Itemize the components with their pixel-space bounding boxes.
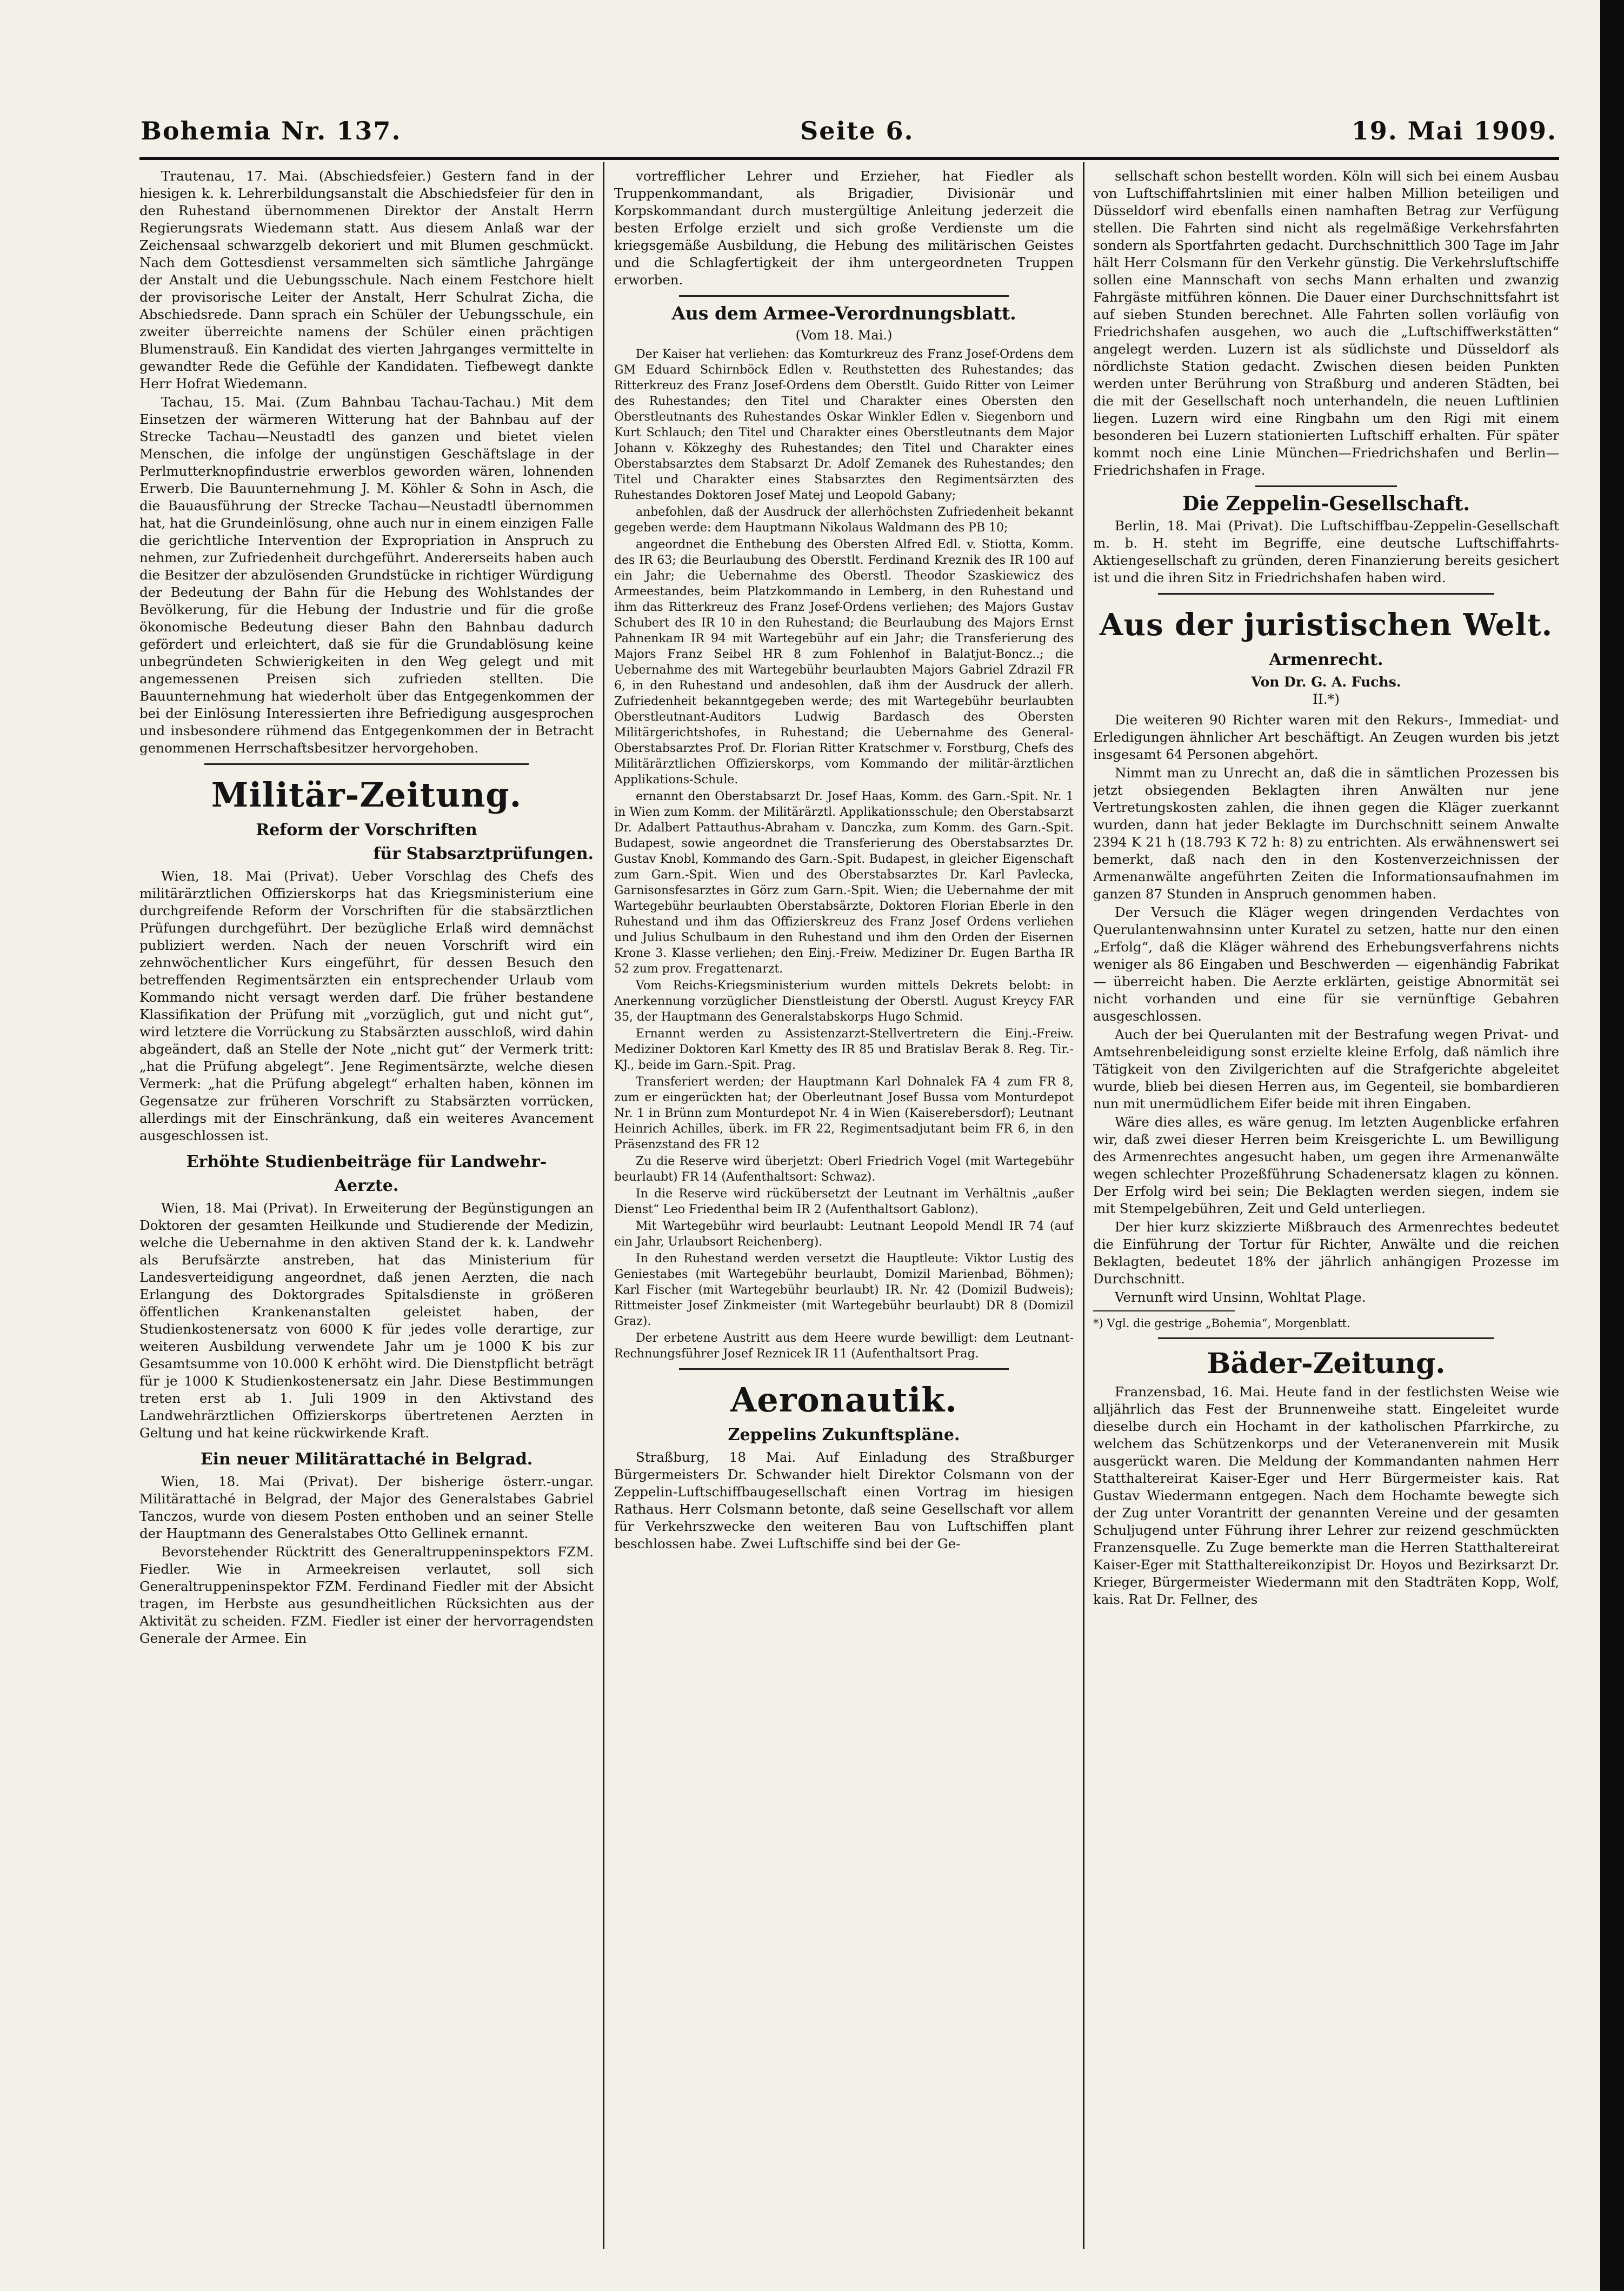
headline-zeppelin-gesellschaft: Die Zeppelin-Gesellschaft.	[1182, 492, 1470, 515]
section-rule	[1255, 485, 1397, 487]
column-right	[1093, 168, 1559, 2243]
armee-rueckuebersetzt: In die Reserve wird rückübersetzt der Leutnant im Verhältnis „außer Dienst“ Leo Friedenthal beim IR 2 (Aufenthaltsort Gablonz).	[614, 1187, 1074, 1216]
article-studienbeitraege: Wien, 18. Mai (Privat). In Erweiterung der Begünstigungen an Doktoren der gesamten Heilkunde und Studierende der Medizin, welche die Uebernahme in den aktiven Stand der k. k. Landwehr als Berufsärzte anstreben, hat das Ministerium für Landesverteidigung angeordnet, daß jenen Aerzten, die nach Erlangung des Doktorgrades Spitalsdienste in größeren öffentlichen Krankenanstalten geleistet haben, der Studienkostenersatz von 6000 K für jedes volle derartige, zur weiteren Ausbildung verwendete Jahr um je 1000 K bis zur Gesamtsumme von 10.000 K erhöht wird. Die Dienstpflicht beträgt für je 1000 K Studienkostenersatz ein Jahr. Diese Bestimmungen treten erst ab 1. Juli 1909 in den Aktivstand des Landwehrärztlichen Offizierskorps übertretenen Aerzten in Geltung und hat keine rückwirkende Kraft.	[139, 1200, 594, 1441]
armee-anbefohlen: anbefohlen, daß der Ausdruck der allerhöchsten Zufriedenheit bekannt gegeben werde: dem Hauptmann Nikolaus Waldmann des PB 10;	[614, 505, 1074, 535]
section-title-juristisch: Aus der juristischen Welt.	[1099, 607, 1553, 643]
section-title-armee: Aus dem Armee-Verordnungsblatt.	[671, 303, 1016, 324]
armee-ernannt: ernannt den Oberstabsarzt Dr. Josef Haas, Komm. des Garn.-Spit. Nr. 1 in Wien zum Komm. der Militärärztl. Applikationsschule; den Oberstabsarzt Dr. Adalbert Pattauthus-Abraham v. Danczka, zum Komm. des Garn.-Spit. Budapest, sowie angeordnet die Transferierung des Oberstabsarztes Dr. Gustav Knobl, Kommando des Garn.-Spit. Budapest, in gleicher Eigenschaft zum Garn.-Spit. Wien und des Oberstabsarztes Dr. Karl Pavlecka, Garnisonsfesarztes in Görz zum Garn.-Spit. Wien; die Uebernahme der mit Wartegebühr beurlaubten Oberstabsärzte, Doktoren Florian Eberle in den Ruhestand und ihm das Offizierskreuz des Franz Josef Ordens verliehen und Julius Schulbaum in den Ruhestand und ihm den Orden der Eisernen Krone 3. Klasse verliehen; den Einj.-Freiw. Mediziner Dr. Eugen Bartha IR 52 zum prov. Fregattenarzt.	[614, 790, 1074, 976]
masthead-issue: Bohemia Nr. 137.	[141, 116, 402, 145]
headline-armenrecht: Armenrecht.	[1269, 650, 1383, 669]
footnote: *) Vgl. die gestrige „Bohemia“, Morgenblatt.	[1093, 1317, 1350, 1330]
armee-angeordnet: angeordnet die Enthebung des Obersten Alfred Edl. v. Stiotta, Komm. des IR 63; die Beurlaubung des Oberstlt. Ferdinand Kreznik des IR 100 auf ein Jahr; die Uebernahme des Oberstl. Theodor Szaskiewicz des Armeestandes, beim Platzkommando in Lemberg, in den Ruhestand und ihm das Ritterkreuz des Franz Josef-Ordens verliehen; des Majors Gustav Schubert des IR 10 in den Ruhestand; die Beurlaubung des Majors Ernst Pahnenkam IR 94 mit Wartegebühr auf ein Jahr; die Transferierung des Majors Franz Seibel HR 8 zum Fohlenhof in Balatjut-Boncz..; die Uebernahme des mit Wartegebühr beurlaubten Majors Gabriel Zdrazil FR 6, in den Ruhestand und andesohlen, daß ihm der Ausdruck der allerh. Zufriedenheit bekanntgegeben werde; des mit Wartegebühr beurlaubten Oberstleutnant-Auditors Ludwig Bardasch des Obersten Militärgerichtshofes, in Ruhestand; die Uebernahme des General-Oberstabsarztes Prof. Dr. Florian Ritter Kratschmer v. Forstburg, Chefs des Militärärztlichen Offizierskorps, vom Kommando der militär-ärztlichen Applikations-Schule.	[614, 538, 1074, 787]
issue-date: 19. Mai 1909.	[1351, 116, 1557, 145]
footnote-rule	[1093, 1310, 1235, 1311]
headline-reform-a: Reform der Vorschriften	[256, 821, 477, 840]
armee-belobt: Vom Reichs-Kriegsministerium wurden mittels Dekrets belobt: in Anerkennung vorzüglicher Dienstleistung der Oberstl. August Kreycy FAR 35, der Hauptmann des Generalstabskorps Hugo Schmid.	[614, 979, 1074, 1024]
article-fiedler-cont: vortrefflicher Lehrer und Erzieher, hat Fiedler als Truppenkommandant, als Brigadier, Divisionär und Korpskommandant durch mustergültige Anleitung jederzeit die besten Erfolge erzielt und sich große Verdienste um die kriegsgemäße Ausbildung, die Hebung des militärischen Geistes und die Schlagfertigkeit der ihm untergeordneten Truppen erworben.	[614, 168, 1074, 288]
section-rule	[1158, 1337, 1494, 1339]
section-title-baeder: Bäder-Zeitung.	[1207, 1347, 1446, 1380]
article-trautenau: Trautenau, 17. Mai. (Abschiedsfeier.) Gestern fand in der hiesigen k. k. Lehrerbildungsanstalt die Abschiedsfeier für den in den Ruhestand übernommenen Direktor der Anstalt Herrn Regierungsrats Wiedemann statt. Aus diesem Anlaß war der Zeichensaal schwarzgelb dekoriert und mit Blumen geschmückt. Nach dem Gottesdienst versammelten sich sämtliche Jahrgänge der Anstalt und die Uebungsschule. Nach einem Festchore hielt der provisorische Leiter der Anstalt, Herr Schulrat Zicha, die Abschiedsrede. Dann sprach ein Schüler der Uebungsschule, ein zweiter überreichte namens der Schüler einen prächtigen Blumenstrauß. Ein Kandidat des vierten Jahrganges vermittelte in gewandter Rede die Gefühle der Kandidaten. Tiefbewegt dankte Herr Hofrat Wiedemann.	[139, 168, 594, 391]
header-rule	[139, 157, 1559, 160]
headline-studienbeitraege-a: Erhöhte Studienbeiträge für Landwehr-	[186, 1153, 547, 1171]
column-divider-1	[603, 162, 604, 2249]
section-rule	[679, 295, 1009, 297]
article-strassburg: Straßburg, 18 Mai. Auf Einladung des Straßburger Bürgermeisters Dr. Schwander hielt Direktor Colsmann von der Zeppelin-Luftschiffbaugesellschaft einen Vortrag im hiesigen Rathaus. Herr Colsmann betonte, daß seine Gesellschaft vor allem für Verkehrszwecke den weiteren Bau von Luftschiffen plant beschlossen habe. Zwei Luftschiffe sind bei der Ge-	[614, 1449, 1074, 1551]
page-number: Seite 6.	[800, 116, 914, 145]
section-rule	[1158, 593, 1494, 595]
headline-zeppelin-plaene: Zeppelins Zukunftspläne.	[728, 1426, 960, 1444]
armenrecht-p1: Die weiteren 90 Richter waren mit den Rekurs-, Immediat- und Erledigungen ähnlicher Art beschäftigt. An Zeugen wurden bis jetzt insgesamt 64 Personen abgehört.	[1093, 712, 1559, 762]
armenrecht-p6: Der hier kurz skizzierte Mißbrauch des Armenrechtes bedeutet die Einführung der Tortur für Richter, Anwälte und die reichen Beklagten, bedeutet 18% der jährlich anhängigen Prozesse im Durchschnitt.	[1093, 1219, 1559, 1287]
armenrecht-p3: Der Versuch die Kläger wegen dringenden Verdachtes von Querulantenwahnsinn unter Kuratel zu setzen, hatte nur den einen „Erfolg“, daß die Kläger während des Erhebungsverfahrens nichts weniger als 86 Eingaben und Beschwerden — eigenhändig Fabrikat — überreicht haben. Die Aerzte erklärten, geistige Abnormität sei nicht vorhanden und eine für sie vernünftige Gebahren ausgeschlossen.	[1093, 904, 1559, 1024]
armee-reserve: Zu die Reserve wird überjetzt: Oberl Friedrich Vogel (mit Wartegebühr beurlaubt) FR 14 (Aufenthaltsort: Schwaz).	[614, 1155, 1074, 1184]
article-franzensbad: Franzensbad, 16. Mai. Heute fand in der festlichsten Weise wie alljährlich das Fest der Brunnenweihe statt. Eingeleitet wurde dieselbe durch ein Hochamt in der katholischen Pfarrkirche, zu welchem das Schützenkorps und der Veteranenverein mit Musik ausgerückt waren. Die Meldung der Kommandanten nahmen Herr Statthaltereirat Kaiser-Eger und Herr Bürgermeister kais. Rat Gustav Wiedermann entgegen. Nach dem Hochamte bewegte sich der Zug unter Vorantritt der genannten Vereine und der gesamten Schuljugend unter Führung ihrer Lehrer zur reizend geschmückten Franzensquelle. Zu Zuge bemerkte man die Herren Statthaltereirat Kaiser-Eger mit Statthaltereikonzipist Dr. Hoyos und Bezirksarzt Dr. Krieger, Bürgermeister Wiedermann mit den Stadträten Kopp, Wolf, kais. Rat Dr. Fellner, des	[1093, 1384, 1559, 1607]
armee-verliehen: Der Kaiser hat verliehen: das Komturkreuz des Franz Josef-Ordens dem GM Eduard Schirnböck Edlen v. Reuthstetten des Ruhestandes; das Ritterkreuz des Franz Josef-Ordens dem Oberstlt. Guido Ritter von Leimer des Ruhestandes; den Titel und Charakter eines Obersten den Oberstleutnants des Ruhestandes Oskar Winkler Edlen v. Siegenborn und Kurt Schlauch; den Titel und Charakter eines Oberstleutnants dem Major Johann v. Kökzeghy des Ruhestandes; den Titel und Charakter eines Oberstabsarztes dem Stabsarzt Dr. Adolf Zemanek des Ruhestandes; den Titel und Charakter eines Stabsarztes den Regimentsärzten des Ruhestandes Doktoren Josef Matej und Leopold Gabany;	[614, 348, 1074, 502]
armee-transferiert: Transferiert werden; der Hauptmann Karl Dohnalek FA 4 zum FR 8, zum er eingerückten hat; der Oberleutnant Josef Bussa vom Monturdepot Nr. 1 in Brünn zum Monturdepot Nr. 4 in Wien (Kaiserebersdorf); Leutnant Heinrich Achilles, überk. im FR 22, Regimentsadjutant beim FR 6, in den Präsenzstand des FR 12	[614, 1075, 1074, 1151]
section-title-military: Militär-Zeitung.	[211, 775, 522, 815]
section-rule	[679, 1368, 1009, 1370]
armee-assistenzarzt: Ernannt werden zu Assistenzarzt-Stellvertretern die Einj.-Freiw. Mediziner Doktoren Karl Kmetty des IR 85 und Bratislav Berak 8. Reg. Tir.-KJ., beide im Garn.-Spit. Prag.	[614, 1027, 1074, 1072]
armee-austritt: Der erbetene Austritt aus dem Heere wurde bewilligt: dem Leutnant-Rechnungsführer Josef Reznicek IR 11 (Aufenthaltsort Prag.	[614, 1331, 1074, 1361]
article-fiedler: Bevorstehender Rücktritt des Generaltruppeninspektors FZM. Fiedler. Wie in Armeekreisen verlautet, soll sich Generaltruppeninspektor FZM. Ferdinand Fiedler mit der Absicht tragen, im Herbste aus gesundheitlichen Rücksichten aus der Aktivität zu scheiden. FZM. Fiedler ist einer der hervorragendsten Generale der Armee. Ein	[139, 1544, 594, 1646]
part-number: II.*)	[1313, 691, 1340, 707]
scan-border	[1600, 0, 1624, 2291]
author-byline: Von Dr. G. A. Fuchs.	[1251, 674, 1401, 690]
column-left	[139, 168, 594, 2243]
headline-militaerattache: Ein neuer Militärattaché in Belgrad.	[200, 1450, 533, 1469]
armee-ruhestand: In den Ruhestand werden versetzt die Hauptleute: Viktor Lustig des Geniestabes (mit Wartegebühr beurlaubt, Domizil Marienbad, Böhmen); Karl Fischer (mit Wartegebühr beurlaubt) IR. Nr. 42 (Domizil Budweis); Rittmeister Josef Zinkmeister (mit Wartegebühr beurlaubt) DR 8 (Domizil Graz).	[614, 1252, 1074, 1328]
armenrecht-p4: Auch der bei Querulanten mit der Bestrafung wegen Privat- und Amtsehrenbeleidigung sonst erzielte kleine Erfolg, daß nämlich ihre Tätigkeit von den Zivilgerichten auf die Strafgerichte abgeleitet wurde, blieb bei diesen Herren aus, im Gegenteil, sie bombardieren nun mit unermüdlichem Eifer beide mit ihren Eingaben.	[1093, 1027, 1559, 1111]
armee-wartegebuehr: Mit Wartegebühr wird beurlaubt: Leutnant Leopold Mendl IR 74 (auf ein Jahr, Urlaubsort Reichenberg).	[614, 1220, 1074, 1249]
page-header	[141, 116, 1557, 154]
article-zeppelin-cont: sellschaft schon bestellt worden. Köln will sich bei einem Ausbau von Luftschiffahrtslinien mit einer halben Million beteiligen und Düsseldorf wird ebenfalls einen namhaften Betrag zur Verfügung stellen. Die Fahrten sind nicht als regelmäßige Verkehrsfahrten sondern als Sportfahrten gedacht. Durchschnittlich 300 Tage im Jahr hält Herr Colsmann für den Verkehr günstig. Die Verkehrsluftschiffe sollen eine Mannschaft von sechs Mann erhalten und zwanzig Fahrgäste mitführen können. Die Dauer einer Durchschnittsfahrt ist auf sieben Stunden berechnet. Alle Fahrten sollen vorläufig von Friedrichshafen ausgehen, wo auch die „Luftschiffwerkstätten“ angelegt werden. Luzern ist als südlichste und Düsseldorf als nördlichste Station gedacht. Zwischen diesen beiden Punkten werden unter Berührung von Straßburg und anderen Städten, bei die mit der Gesellschaft noch unterhandeln, die neuen Luftlinien liegen. Luzern wird eine Ringbahn um den Rigi mit einem besonderen bei Luzern stationierten Luftschiff erhalten. Für später kommt noch eine Linie München—Friedrichshafen und Berlin—Friedrichshafen in Frage.	[1093, 168, 1559, 478]
headline-studienbeitraege-b: Aerzte.	[334, 1176, 399, 1195]
section-title-aeronautik: Aeronautik.	[730, 1380, 957, 1420]
article-tachau: Tachau, 15. Mai. (Zum Bahnbau Tachau-Tachau.) Mit dem Einsetzen der wärmeren Witterung hat der Bahnbau auf der Strecke Tachau—Neustadtl des ganzen und bietet vielen Menschen, die infolge der ungünstigen Geschäftslage in der Perlmutterknopfindustrie erwerblos geworden wären, lohnenden Erwerb. Die Bauunternehmung J. M. Köhler & Sohn in Asch, die die Bauausführung der Strecke Tachau—Neustadtl übernommen hat, hat die Grundeinlösung, ohne auch nur in einem einzigen Falle die gerichtliche Intervention der Expropriation in Anspruch zu nehmen, zur Zufriedenheit durchgeführt. Andererseits haben auch die Besitzer der abzulösenden Grundstücke in richtiger Würdigung der Bedeutung der Bahn für die Hebung des Wohlstandes der Bevölkerung, für die Hebung der Industrie und für die große ökonomische Bedeutung dieser Bahn den Bahnbau dadurch gefördert und erleichtert, daß sie für die Grundablösung keine unbegründeten Schwierigkeiten in den Weg gelegt und mit angemessenen Preisen sich zufrieden stellten. Die Bauunternehmung hat wiederholt über das Entgegenkommen der bei der Einlösung Interessierten ihre Befriedigung ausgesprochen und insbesondere rühmend das Entgegenkommen der in Betracht genommenen Herrschaftsbesitzer hervorgehoben.	[139, 394, 594, 756]
column-middle	[614, 168, 1074, 2243]
armenrecht-p2: Nimmt man zu Unrecht an, daß die in sämtlichen Prozessen bis jetzt obsiegenden Beklagten ihren Anwälten nur jene Vertretungskosten zahlen, die ihnen gegen die Kläger zuerkannt wurden, dann hat jeder Beklagte im Durchschnitt seinem Anwalte 2394 K 21 h (18.793 K 72 h: 8) zu entrichten. Als erwähnenswert sei bemerkt, daß nach den in den Kostenverzeichnissen der Armenanwälte angeführten Zeiten die Informationsaufnahmen im ganzen 87 Stunden in Anspruch genommen haben.	[1093, 765, 1559, 902]
article-berlin: Berlin, 18. Mai (Privat). Die Luftschiffbau-Zeppelin-Gesellschaft m. b. H. steht im Begriffe, eine deutsche Luftschiffahrts-Aktiengesellschaft zu gründen, deren Finanzierung bereits gesichert ist und die ihren Sitz in Friedrichshafen haben wird.	[1093, 518, 1559, 585]
article-reform: Wien, 18. Mai (Privat). Ueber Vorschlag des Chefs des militärärztlichen Offizierskorps hat das Kriegsministerium eine durchgreifende Reform der Vorschriften für die stabsärztlichen Prüfungen durchgeführt. Der bezügliche Erlaß wird demnächst publiziert werden. Nach der neuen Vorschrift wird ein zehnwöchentlicher Kurs eingeführt, für dessen Besuch den betreffenden Regimentsärzten ein entsprechender Urlaub vom Kommando nicht versagt werden darf. Die früher bestandene Klassifikation der Prüfung mit „vorzüglich, gut und nicht gut“, wird letztere die Vorrückung zu Stabsärzten ausschloß, wird dahin abgeändert, daß an Stelle der Note „nicht gut“ der Vermerk tritt: „hat die Prüfung abgelegt“. Jene Regimentsärzte, welche diesen Vermerk: „hat die Prüfung abgelegt“ erhalten haben, können im Gegensatze zur früheren Vorschrift zu Stabsärzten vorrücken, allerdings mit der Einschränkung, daß ein weiteres Avancement ausgeschlossen ist.	[139, 868, 594, 1143]
column-divider-2	[1083, 162, 1084, 2249]
headline-reform-b: für Stabsarztprüfungen.	[373, 844, 594, 863]
armee-date-note: (Vom 18. Mai.)	[795, 328, 893, 343]
section-rule	[204, 763, 529, 765]
armenrecht-p5: Wäre dies alles, es wäre genug. Im letzten Augenblicke erfahren wir, daß zwei dieser Herren beim Kreisgerichte L. um Bewilligung des Armenrechtes angesucht haben, um gegen ihre Armenanwälte wegen schlechter Prozeßführung Schadenersatz klagen zu können. Der Erfolg wird bei sein; Die Beklagten werden siegen, indem sie mit Stempelgebühren, Zeit und Geld unterliegen.	[1093, 1114, 1559, 1216]
armenrecht-quote: Vernunft wird Unsinn, Wohltat Plage.	[1115, 1289, 1366, 1305]
article-militaerattache: Wien, 18. Mai (Privat). Der bisherige österr.-ungar. Militärattaché in Belgrad, der Major des Generalstabes Gabriel Tanczos, wurde von diesem Posten enthoben und an seiner Stelle der Hauptmann des Generalstabes Otto Gellinek ernannt.	[139, 1474, 594, 1541]
